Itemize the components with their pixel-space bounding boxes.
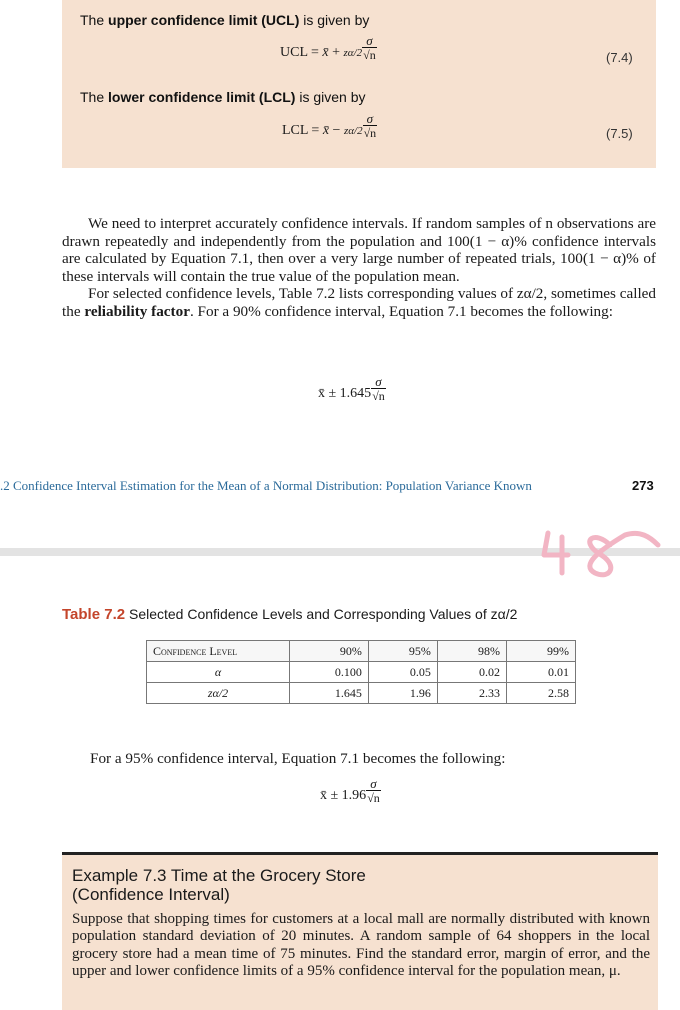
table-caption: [62, 606, 517, 623]
sigma-over-root-n: $\frac{\sigma}{√n}$: [363, 33, 376, 62]
page-footer: [0, 478, 680, 496]
table-header-cell: Confidence Level: [147, 641, 290, 662]
plus-sign: +: [332, 45, 341, 61]
lcl-definition-text: [80, 89, 366, 105]
minus-sign: −: [332, 123, 341, 139]
example-title: [72, 866, 366, 904]
table-row: [147, 683, 576, 704]
equation-number-7-5: (7.5): [606, 126, 633, 141]
example-title-line2: (Confidence Interval): [72, 885, 230, 904]
lcl-term: lower confidence limit (LCL): [108, 89, 296, 105]
confidence-levels-table: [146, 640, 576, 704]
table-caption-text: Selected Confidence Levels and Corresponding Values of zα/2: [128, 606, 518, 622]
sigma-over-root-n: $\frac{\sigma}{√n}$: [372, 374, 385, 403]
lcl-intro-post: is given by: [295, 89, 366, 105]
sigma-over-root-n: $\frac{\sigma}{√n}$: [363, 111, 377, 140]
z-alpha2-symbol: zα/2: [343, 47, 363, 60]
page-number: 273: [632, 478, 654, 493]
table-cell: 90%: [290, 641, 369, 662]
table-label: Table 7.2: [62, 606, 126, 623]
equals-sign: =: [311, 123, 320, 139]
table-row: [147, 641, 576, 662]
body-text: [62, 215, 656, 320]
lcl-intro-pre: The: [80, 89, 109, 105]
table-cell: 2.33: [437, 683, 506, 704]
table-cell: 0.05: [368, 662, 437, 683]
table-header-cell: zα/2: [147, 683, 290, 704]
table-cell: 0.01: [506, 662, 575, 683]
ucl-term: upper confidence limit (UCL): [108, 12, 300, 28]
ucl-intro-pre: The: [80, 12, 109, 28]
table-cell: 2.58: [506, 683, 575, 704]
equation-number-7-4: (7.4): [606, 50, 633, 65]
table-row: [147, 662, 576, 683]
ucl-definition-text: [80, 12, 369, 28]
xbar-symbol: x̄: [322, 123, 330, 139]
example-body: Suppose that shopping times for customers at a local mall are normally distributed with known population standard deviation of 20 minutes. A random sample of 64 shoppers in the local grocery store had a mean time of 75 minutes. Find the standard error, margin of error, and the upper and lower confidence limits of a 95% confidence interval for the population mean, μ.: [72, 911, 650, 980]
table-cell: 1.645: [290, 683, 369, 704]
table-cell: 95%: [368, 641, 437, 662]
handwritten-annotation: [540, 525, 670, 584]
sigma-over-root-n: $\frac{\sigma}{√n}$: [367, 776, 380, 805]
ucl-equation: [280, 33, 377, 62]
table-header-cell: α: [147, 662, 290, 683]
equals-sign: =: [310, 45, 319, 61]
equation-90-percent: x̄ ± 1.645 $\frac{\sigma}{√n}$: [318, 374, 385, 403]
table-cell: 1.96: [368, 683, 437, 704]
paragraph-interpretation: We need to interpret accurately confidence intervals. If random samples of n observations are drawn repeatedly and independently from the population and 100(1 − α)% confidence intervals are calculated by Equation 7.1, then over a very large number of repeated trials, 100(1 − α)% of these intervals will contain the true value of the population mean.: [62, 215, 656, 285]
table-cell: 0.02: [437, 662, 506, 683]
ucl-lhs: UCL: [280, 45, 308, 61]
lcl-equation: [282, 111, 377, 140]
example-title-line1: Example 7.3 Time at the Grocery Store: [72, 866, 366, 885]
ucl-intro-post: is given by: [299, 12, 370, 28]
xbar-symbol: x̄: [322, 45, 329, 61]
textbook-page-273: [0, 0, 680, 500]
after-table-text: For a 95% confidence interval, Equation 7.1 becomes the following:: [90, 750, 506, 767]
equation-95-percent: x̄ ± 1.96 $\frac{\sigma}{√n}$: [320, 776, 380, 805]
running-footer-title: .2 Confidence Interval Estimation for the Mean of a Normal Distribution: Population Variance Known: [0, 478, 532, 493]
paragraph-reliability-factor: For selected confidence levels, Table 7.2 lists corresponding values of zα/2, sometimes called the reliability factor. For a 90% confidence interval, Equation 7.1 becomes the following:: [62, 285, 656, 320]
lcl-lhs: LCL: [282, 123, 308, 139]
z-alpha2-symbol: zα/2: [343, 125, 363, 138]
table-cell: 98%: [437, 641, 506, 662]
table-cell: 0.100: [290, 662, 369, 683]
reliability-factor-term: reliability factor: [84, 302, 190, 320]
table-cell: 99%: [506, 641, 575, 662]
